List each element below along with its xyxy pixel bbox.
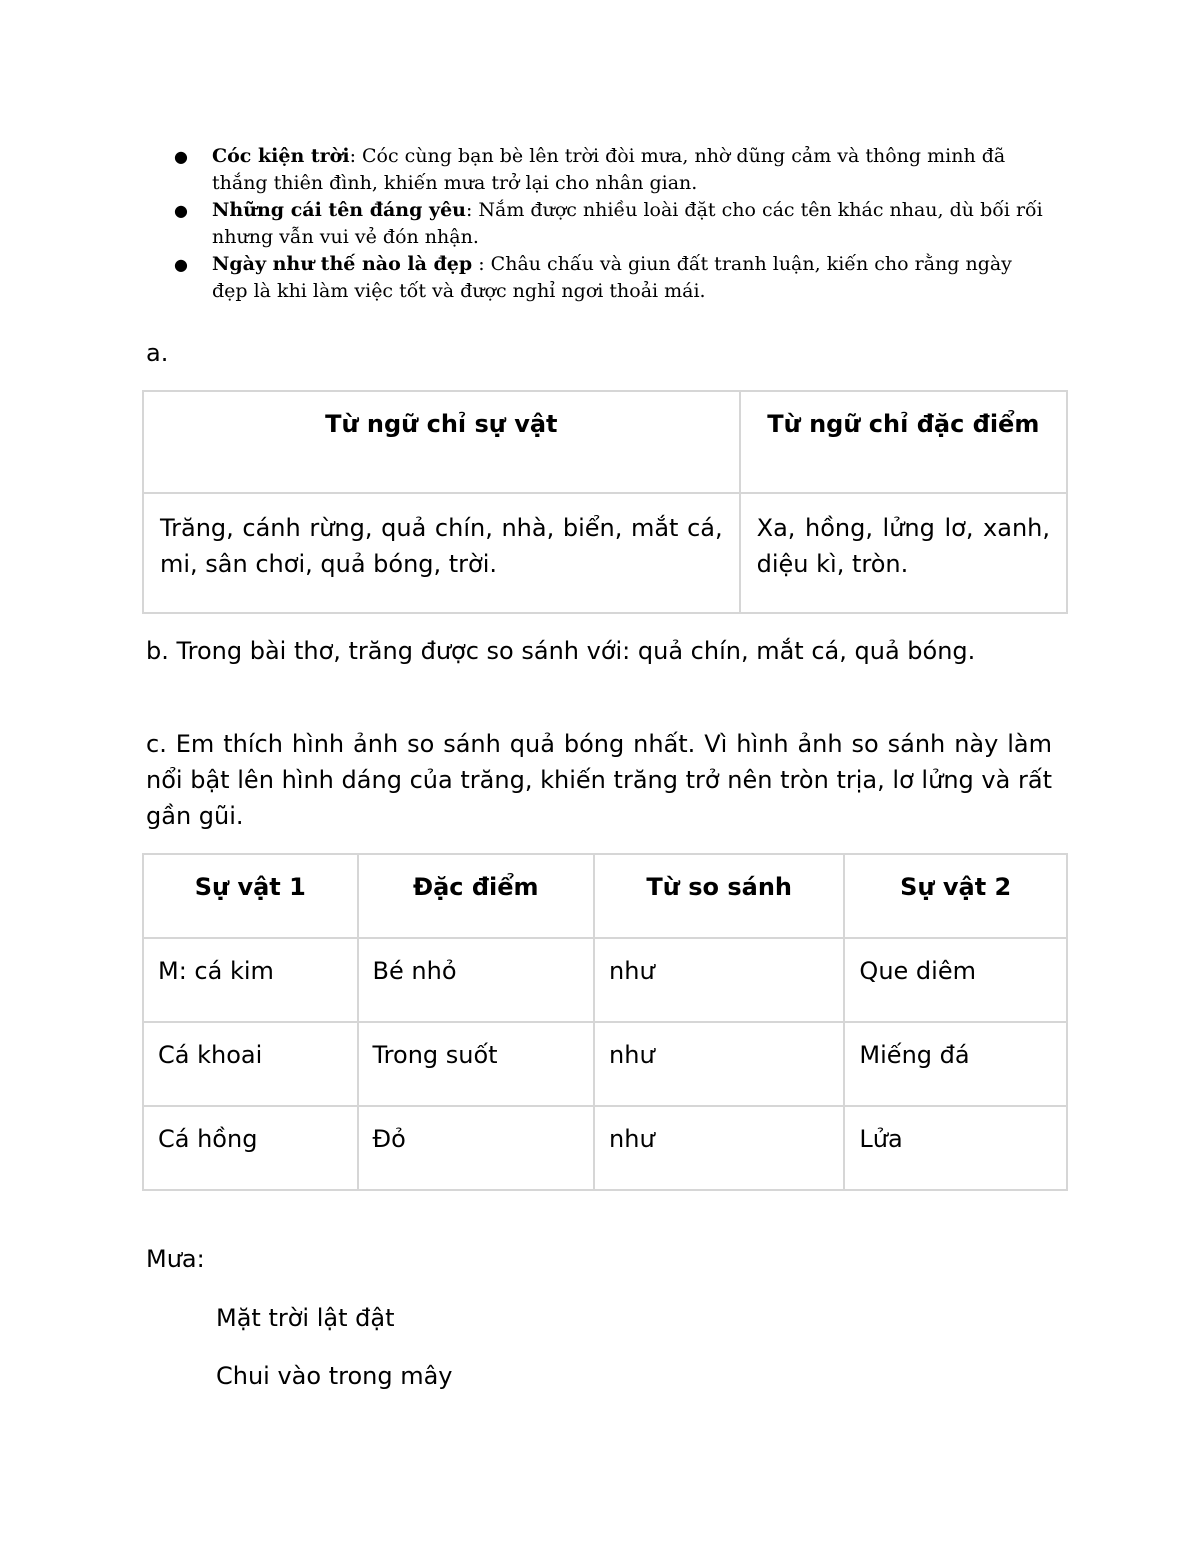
- table-row: [143, 1022, 1067, 1106]
- header-cell: Sự vật 1: [143, 854, 358, 938]
- header-cell: Đặc điểm: [358, 854, 594, 938]
- list-item: ● Cóc kiện trời: Cóc cùng bạn bè lên trời đòi mưa, nhờ dũng cảm và thông minh đã thắng thiên đình, khiến mưa trở lại cho nhân gian.: [174, 145, 1006, 194]
- header-cell: Từ ngữ chỉ đặc điểm: [740, 391, 1067, 493]
- list-item-text: Châu chấu và giun đất tranh luận, kiến cho rằng ngày đẹp là khi làm việc tốt và được nghỉ ngơi thoải mái.: [212, 253, 1012, 302]
- comparison-table: [142, 853, 1068, 1191]
- word-classification-table: [142, 390, 1068, 614]
- list-item-title: Ngày như thế nào là đẹp: [212, 253, 473, 275]
- section-b-paragraph: b. Trong bài thơ, trăng được so sánh với: quả chín, mắt cá, quả bóng.: [146, 637, 976, 665]
- table-header-row: [143, 391, 1067, 493]
- list-item-text: Cóc cùng bạn bè lên trời đòi mưa, nhờ dũng cảm và thông minh đã thắng thiên đình, khiến mưa trở lại cho nhân gian.: [212, 145, 1006, 194]
- table-cell: như: [594, 1022, 844, 1106]
- summary-list: [170, 143, 1050, 305]
- table-row: [143, 1106, 1067, 1190]
- header-cell: Từ ngữ chỉ sự vật: [143, 391, 740, 493]
- table-cell: Trăng, cánh rừng, quả chín, nhà, biển, mắt cá, mi, sân chơi, quả bóng, trời.: [143, 493, 740, 613]
- poem-line: Mặt trời lật đật: [216, 1304, 395, 1332]
- table-cell: Trong suốt: [358, 1022, 594, 1106]
- table-cell: Cá khoai: [143, 1022, 358, 1106]
- table-header-row: [143, 854, 1067, 938]
- table-cell: Đỏ: [358, 1106, 594, 1190]
- table-cell: Lửa: [844, 1106, 1067, 1190]
- table-cell: Que diêm: [844, 938, 1067, 1022]
- bullet-icon: ●: [174, 201, 188, 220]
- bullet-icon: ●: [174, 255, 188, 274]
- table-cell: M: cá kim: [143, 938, 358, 1022]
- table-cell: như: [594, 938, 844, 1022]
- section-a-label: a.: [146, 339, 169, 367]
- header-cell: Từ so sánh: [594, 854, 844, 938]
- table-cell: Cá hồng: [143, 1106, 358, 1190]
- table-cell: như: [594, 1106, 844, 1190]
- list-item-text: Nắm được nhiều loài đặt cho các tên khác nhau, dù bối rối nhưng vẫn vui vẻ đón nhận.: [212, 199, 1043, 248]
- header-cell: Sự vật 2: [844, 854, 1067, 938]
- table-row: [143, 493, 1067, 613]
- list-item: ● Ngày như thế nào là đẹp : Châu chấu và giun đất tranh luận, kiến cho rằng ngày đẹp là khi làm việc tốt và được nghỉ ngơi thoải mái.: [174, 253, 1012, 302]
- table-cell: Bé nhỏ: [358, 938, 594, 1022]
- table-cell: Xa, hồng, lửng lơ, xanh, diệu kì, tròn.: [740, 493, 1067, 613]
- table-row: [143, 938, 1067, 1022]
- list-item: ● Những cái tên đáng yêu: Nắm được nhiều loài đặt cho các tên khác nhau, dù bối rối nhưng vẫn vui vẻ đón nhận.: [174, 199, 1043, 248]
- list-item-title: Cóc kiện trời: [212, 145, 350, 167]
- poem-line: Chui vào trong mây: [216, 1362, 453, 1390]
- bullet-icon: ●: [174, 147, 188, 166]
- table-cell: Miếng đá: [844, 1022, 1067, 1106]
- poem-label: Mưa:: [146, 1245, 205, 1273]
- list-item-title: Những cái tên đáng yêu: [212, 199, 466, 221]
- section-c-paragraph: c. Em thích hình ảnh so sánh quả bóng nhất. Vì hình ảnh so sánh này làm nổi bật lên hình dáng của trăng, khiến trăng trở nên tròn trịa, lơ lửng và rất gần gũi.: [146, 730, 1052, 830]
